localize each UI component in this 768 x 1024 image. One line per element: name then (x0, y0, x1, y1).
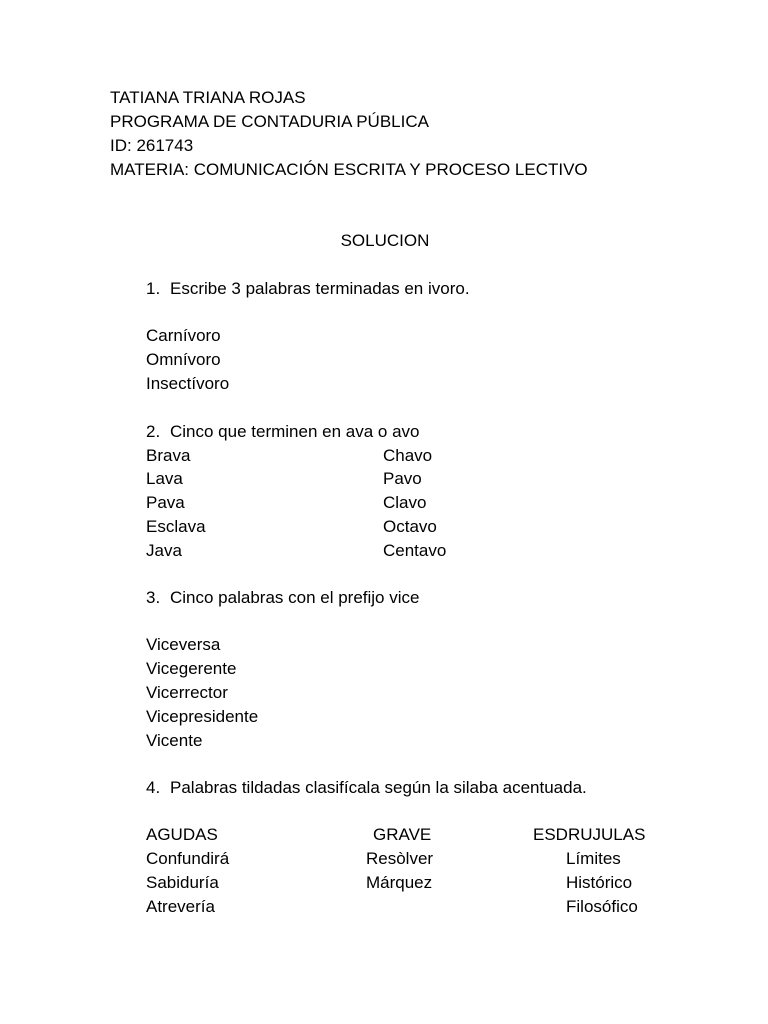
question-prompt: Cinco que terminen en ava o avo (170, 422, 420, 441)
list-item: Vicepresidente (146, 707, 259, 726)
program-line: PROGRAMA DE CONTADURIA PÚBLICA (110, 112, 429, 131)
list-item: Confundirá (146, 849, 230, 868)
list-item: Omnívoro (146, 350, 221, 369)
question-number: 4. (146, 778, 161, 797)
column-header-esdrujulas: ESDRUJULAS (533, 825, 646, 844)
question-3 (146, 586, 419, 610)
list-item: Carnívoro (146, 326, 221, 345)
question-1 (146, 277, 470, 301)
list-item: Brava (146, 446, 191, 465)
list-item: Viceversa (146, 635, 221, 654)
list-item: Pava (146, 493, 185, 512)
question-prompt: Escribe 3 palabras terminadas en ivoro. (170, 279, 470, 298)
list-item: Límites (566, 849, 621, 868)
list-item: Chavo (383, 446, 433, 465)
question-number: 1. (146, 279, 161, 298)
question-number: 3. (146, 588, 161, 607)
page-title: SOLUCION (340, 231, 430, 250)
list-item: Sabiduría (146, 873, 219, 892)
list-item: Resòlver (366, 849, 434, 868)
subject-line: MATERIA: COMUNICACIÓN ESCRITA Y PROCESO LECTIVO (110, 160, 588, 179)
list-item: Vicerrector (146, 683, 228, 702)
list-item: Pavo (383, 469, 422, 488)
list-item: Atrevería (146, 897, 215, 916)
list-item: Octavo (383, 517, 437, 536)
question-prompt: Cinco palabras con el prefijo vice (170, 588, 420, 607)
list-item: Vicegerente (146, 659, 237, 678)
question-2 (146, 420, 420, 444)
list-item: Insectívoro (146, 374, 230, 393)
list-item: Esclava (146, 517, 206, 536)
list-item: Java (146, 541, 182, 560)
id-line: ID: 261743 (110, 136, 194, 155)
question-prompt: Palabras tildadas clasifícala según la silaba acentuada. (170, 778, 587, 797)
student-name: TATIANA TRIANA ROJAS (110, 88, 306, 107)
list-item: Centavo (383, 541, 447, 560)
list-item: Histórico (566, 873, 633, 892)
list-item: Clavo (383, 493, 427, 512)
question-number: 2. (146, 422, 161, 441)
list-item: Márquez (366, 873, 433, 892)
question-4 (146, 776, 587, 800)
list-item: Lava (146, 469, 183, 488)
list-item: Vicente (146, 731, 203, 750)
column-header-agudas: AGUDAS (146, 825, 218, 844)
column-header-grave: GRAVE (373, 825, 432, 844)
list-item: Filosófico (566, 897, 638, 916)
